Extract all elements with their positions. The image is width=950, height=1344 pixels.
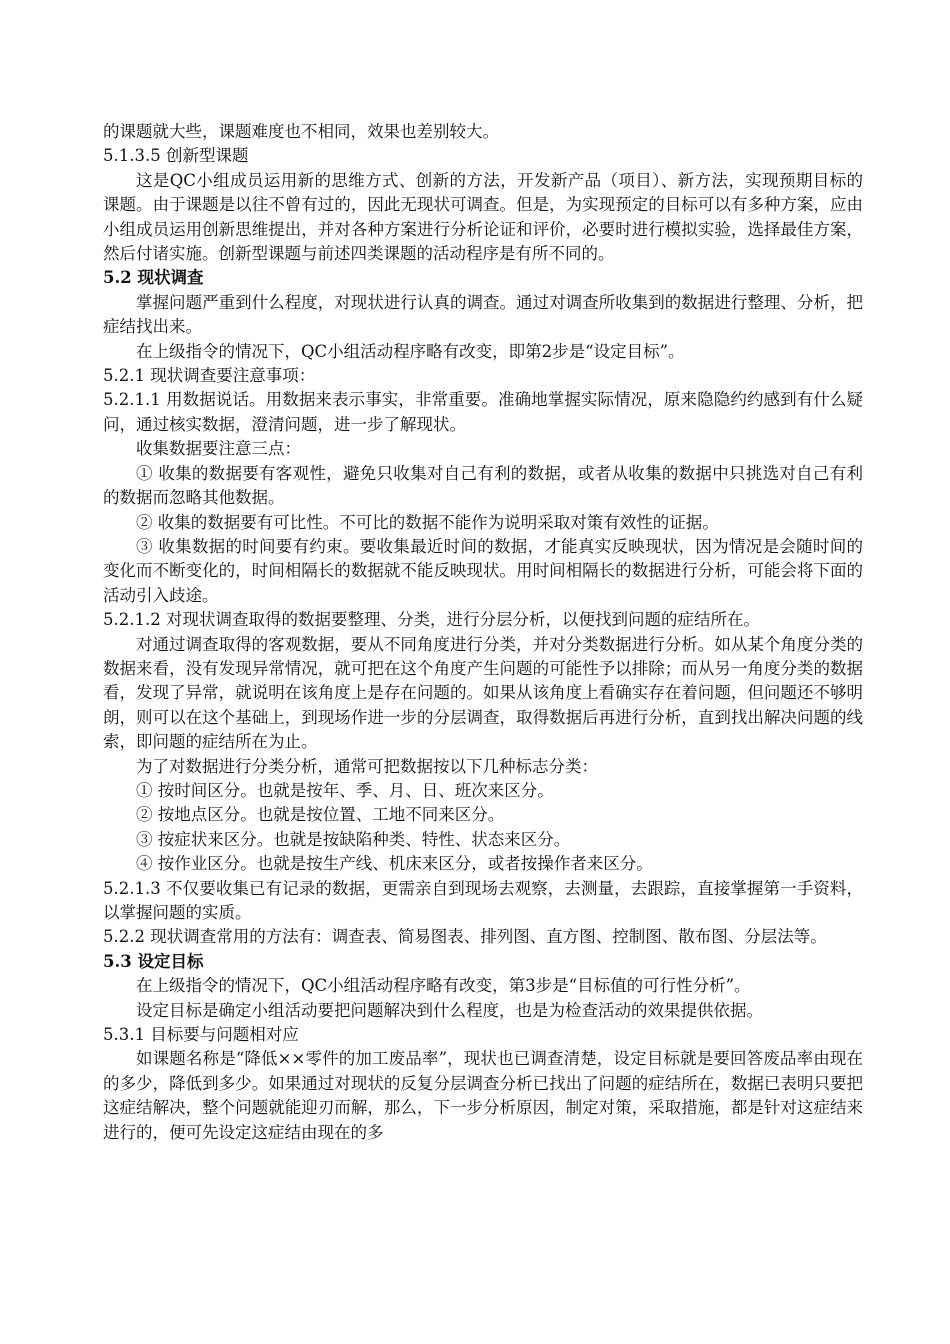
section-number-5-3-1: 5.3.1 目标要与问题相对应 — [103, 1025, 299, 1045]
list-item: ③ 按症状来区分。也就是按缺陷种类、特性、状态来区分。 — [136, 829, 571, 849]
paragraph: 对通过调查取得的客观数据，要从不同角度进行分类，并对分类数据进行分析。如从某个角度分类的数据来看，没有发现异常情况，就可把在这个角度产生问题的可能性予以排除；而从另一角度分类的数据看，发现了异常，就说明在该角度上是存在问题的。如果从该角度上看确实存在着问题，但问题还不够明朗，则可以在这个基础上，到现场作进一步的分层调查，取得数据后再进行分析，直到找出解决问题的线索，即问题的症结所在为止。 — [103, 634, 863, 752]
section-number-5-2-1: 5.2.1 现状调查要注意事项： — [103, 366, 316, 386]
section-number-5-2-1-2: 5.2.1.2 对现状调查取得的数据要整理、分类，进行分层分析，以便找到问题的症结所在。 — [103, 610, 760, 630]
paragraph: 的课题就大些，课题难度也不相同，效果也差别较大。 — [103, 122, 499, 141]
document-page — [103, 120, 863, 1145]
section-number-5-2-1-1: 5.2.1.1 用数据说话。用数据来表示事实，非常重要。准确地掌握实际情况，原来隐隐约约感到有什么疑问，通过核实数据，澄清问题，进一步了解现状。 — [103, 390, 863, 434]
section-heading-5-3: 5.3 设定目标 — [103, 951, 204, 971]
list-item: ④ 按作业区分。也就是按生产线、机床来区分，或者按操作者来区分。 — [136, 854, 653, 874]
paragraph: 在上级指令的情况下，QC小组活动程序略有改变，第3步是“目标值的可行性分析”。 — [136, 976, 751, 996]
paragraph: 设定目标是确定小组活动要把问题解决到什么程度，也是为检查活动的效果提供依据。 — [136, 1000, 763, 1020]
list-item: ① 收集的数据要有客观性，避免只收集对自己有利的数据，或者从收集的数据中只挑选对自己有利的数据而忽略其他数据。 — [103, 463, 863, 508]
paragraph: 为了对数据进行分类分析，通常可把数据按以下几种标志分类： — [136, 756, 598, 776]
paragraph: 在上级指令的情况下，QC小组活动程序略有改变，即第2步是“设定目标”。 — [136, 341, 685, 361]
section-heading-5-2: 5.2 现状调查 — [103, 268, 204, 288]
paragraph: 收集数据要注意三点： — [136, 439, 301, 459]
paragraph: 这是QC小组成员运用新的思维方式、创新的方法，开发新产品（项目）、新方法，实现预期目标的课题。由于课题是以往不曾有过的，因此无现状可调查。但是，为实现预定的目标可以有多种方案，应由小组成员运用创新思维提出，并对各种方案进行分析论证和评价，必要时进行模拟实验，选择最佳方案，然后付诸实施。创新型课题与前述四类课题的活动程序是有所不同的。 — [103, 170, 863, 264]
list-item: ② 按地点区分。也就是按位置、工地不同来区分。 — [136, 805, 505, 825]
list-item: ② 收集的数据要有可比性。不可比的数据不能作为说明采取对策有效性的证据。 — [136, 512, 719, 532]
section-number-5-2-2: 5.2.2 现状调查常用的方法有：调查表、简易图表、排列图、直方图、控制图、散布图、分层法等。 — [103, 927, 827, 947]
paragraph: 如课题名称是“降低××零件的加工废品率”，现状也已调查清楚，设定目标就是要回答废品率由现在的多少，降低到多少。如果通过对现状的反复分层调查分析已找出了问题的症结所在，数据已表明只要把这症结解决，整个问题就能迎刃而解，那么，下一步分析原因，制定对策，采取措施，都是针对这症结来进行的，便可先设定这症结由现在的多 — [103, 1049, 863, 1142]
list-item: ③ 收集数据的时间要有约束。要收集最近时间的数据，才能真实反映现状，因为情况是会随时间的变化而不断变化的，时间相隔长的数据就不能反映现状。用时间相隔长的数据进行分析，可能会将下面的活动引入歧途。 — [103, 536, 863, 605]
section-number-5-2-1-3: 5.2.1.3 不仅要收集已有记录的数据，更需亲自到现场去观察，去测量，去跟踪，直接掌握第一手资料，以掌握问题的实质。 — [103, 878, 863, 922]
section-number-5-1-3-5: 5.1.3.5 创新型课题 — [103, 146, 249, 166]
list-item: ① 按时间区分。也就是按年、季、月、日、班次来区分。 — [136, 780, 554, 800]
paragraph: 掌握问题严重到什么程度，对现状进行认真的调查。通过对调查所收集到的数据进行整理、分析，把症结找出来。 — [103, 292, 863, 337]
